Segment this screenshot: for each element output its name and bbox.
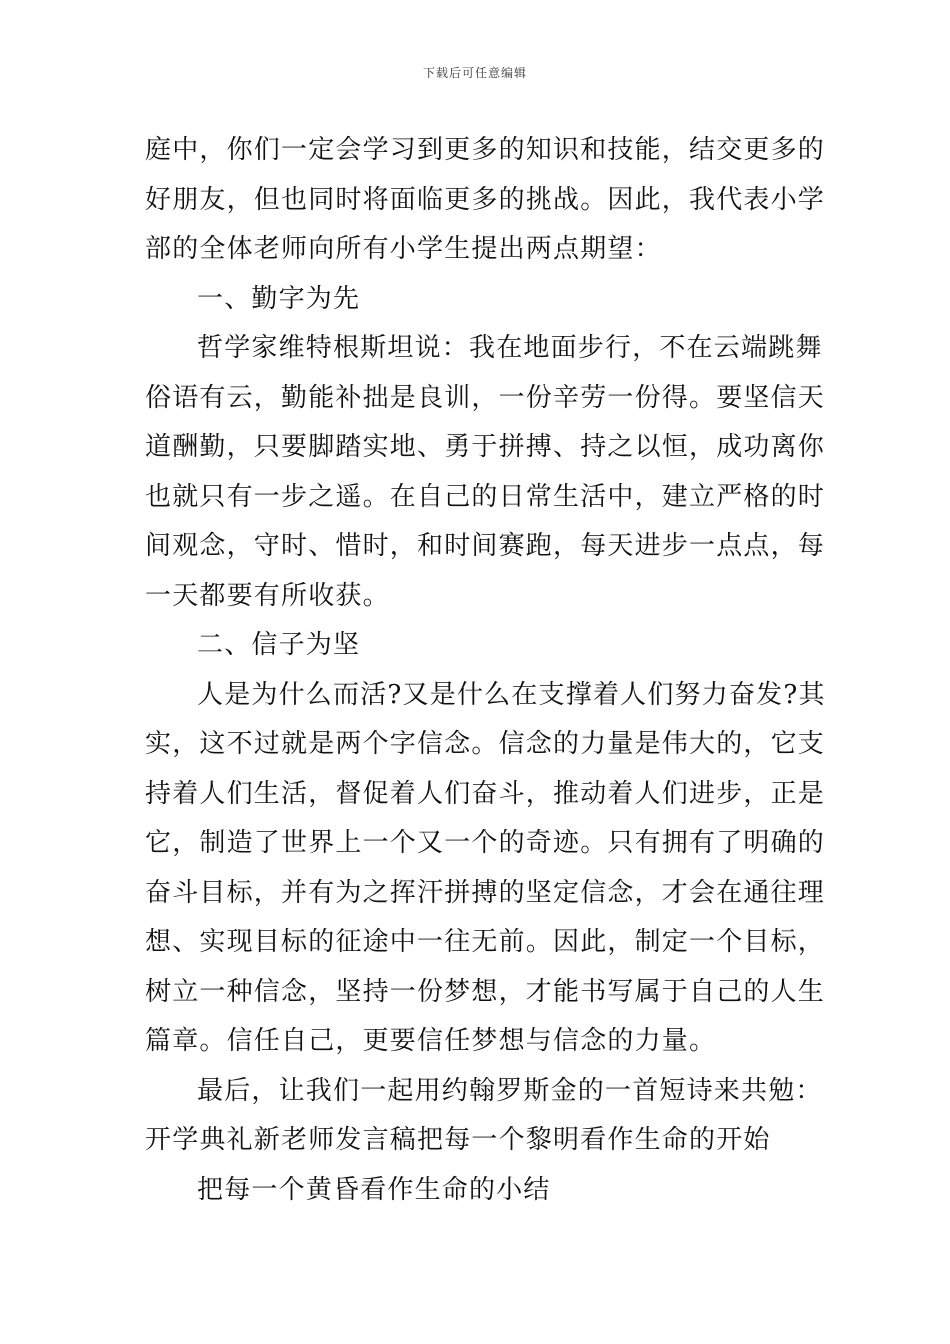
text-line: 开学典礼新老师发言稿把每一个黎明看作生命的开始 (145, 1125, 771, 1155)
text-line: 哲学家维特根斯坦说：我在地面步行，不在云端跳舞 (197, 333, 823, 363)
text-line: 道酬勤，只要脚踏实地、勇于拼搏、持之以恒，成功离你 (145, 432, 826, 462)
text-line: 实，这不过就是两个字信念。信念的力量是伟大的，它支 (145, 729, 826, 759)
text-line: 持着人们生活，督促着人们奋斗，推动着人们进步，正是 (145, 778, 826, 809)
text-line: 俗语有云，勤能补拙是良训，一份辛劳一份得。要坚信天 (145, 382, 826, 413)
text-line: 想、实现目标的征途中一往无前。因此，制定一个目标， (145, 927, 826, 957)
text-line: 树立一种信念，坚持一份梦想，才能书写属于自己的人生 (145, 976, 826, 1007)
text-line: 奋斗目标，并有为之挥汗拼搏的坚定信念，才会在通往理 (145, 877, 826, 908)
section-heading-belief: 二、信子为坚 (197, 630, 361, 660)
section-heading-diligence: 一、勤字为先 (197, 283, 361, 314)
text-line: 把每一个黄昏看作生命的小结 (197, 1174, 551, 1205)
page-header-note: 下载后可任意编辑 (422, 66, 527, 80)
text-line: 人是为什么而活?又是什么在支撑着人们努力奋发?其 (197, 679, 826, 710)
text-line: 庭中，你们一定会学习到更多的知识和技能，结交更多的 (145, 135, 826, 165)
text-line: 最后，让我们一起用约翰罗斯金的一首短诗来共勉： (197, 1075, 823, 1106)
text-line: 好朋友，但也同时将面临更多的挑战。因此，我代表小学 (145, 184, 826, 215)
text-line: 也就只有一步之遥。在自己的日常生活中，建立严格的时 (145, 481, 826, 512)
text-line: 它，制造了世界上一个又一个的奇迹。只有拥有了明确的 (145, 828, 826, 858)
text-line: 一天都要有所收获。 (145, 580, 390, 611)
document-body (145, 126, 826, 1215)
text-line: 间观念，守时、惜时，和时间赛跑，每天进步一点点，每 (145, 531, 826, 561)
text-line: 部的全体老师向所有小学生提出两点期望： (145, 234, 662, 264)
text-line: 篇章。信任自己，更要信任梦想与信念的力量。 (145, 1026, 717, 1056)
